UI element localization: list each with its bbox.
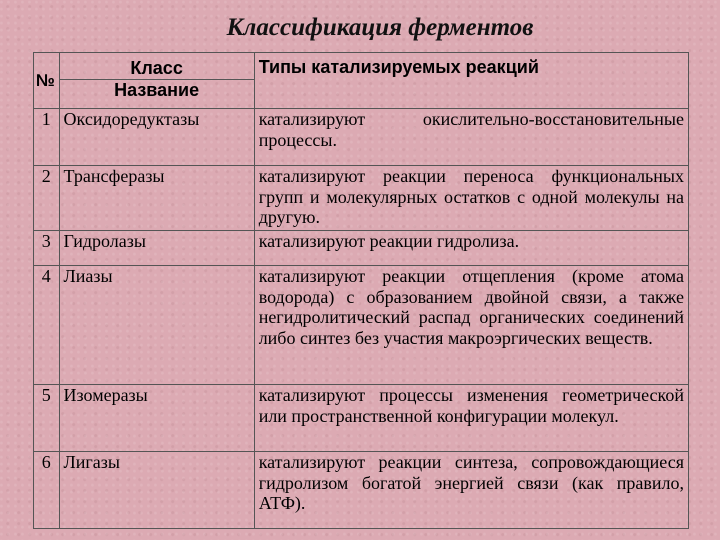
table-row: [34, 266, 689, 385]
enzyme-class-name: Оксидоредуктазы: [59, 109, 254, 166]
reaction-description: катализируют реакции отщепления (кроме атома водорода) с образованием двойной связи, а также негидролитический распад органических соединений либо синтез без участия макроэргических веществ.: [254, 266, 688, 385]
row-number: 1: [34, 109, 60, 166]
reaction-description: катализируют реакции гидролиза.: [254, 231, 688, 266]
header-class: Класс: [59, 53, 254, 80]
page-title: Классификация ферментов: [226, 14, 534, 41]
table-row: [34, 109, 689, 166]
header-name: Название: [59, 80, 254, 109]
reaction-description: катализируют окислительно-восстановительные процессы.: [254, 109, 688, 166]
row-number: 6: [34, 452, 60, 529]
header-reaction-types: Типы катализируемых реакций: [254, 53, 688, 109]
reaction-description: катализируют процессы изменения геометрической или пространственной конфигурации молекул.: [254, 385, 688, 452]
enzyme-class-name: Трансферазы: [59, 166, 254, 231]
table-row: [34, 385, 689, 452]
enzyme-class-name: Изомеразы: [59, 385, 254, 452]
header-number: №: [34, 53, 60, 109]
reaction-description: катализируют реакции синтеза, сопровождающиеся гидролизом богатой энергией связи (как правило, АТФ).: [254, 452, 688, 529]
table-row: [34, 166, 689, 231]
enzyme-class-name: Лиазы: [59, 266, 254, 385]
enzyme-classification-table: [33, 52, 689, 529]
row-number: 4: [34, 266, 60, 385]
table-row: [34, 231, 689, 266]
enzyme-class-name: Гидролазы: [59, 231, 254, 266]
reaction-description: катализируют реакции переноса функциональных групп и молекулярных остатков с одной молекулы на другую.: [254, 166, 688, 231]
row-number: 3: [34, 231, 60, 266]
row-number: 5: [34, 385, 60, 452]
enzyme-class-name: Лигазы: [59, 452, 254, 529]
row-number: 2: [34, 166, 60, 231]
table-row: [34, 452, 689, 529]
